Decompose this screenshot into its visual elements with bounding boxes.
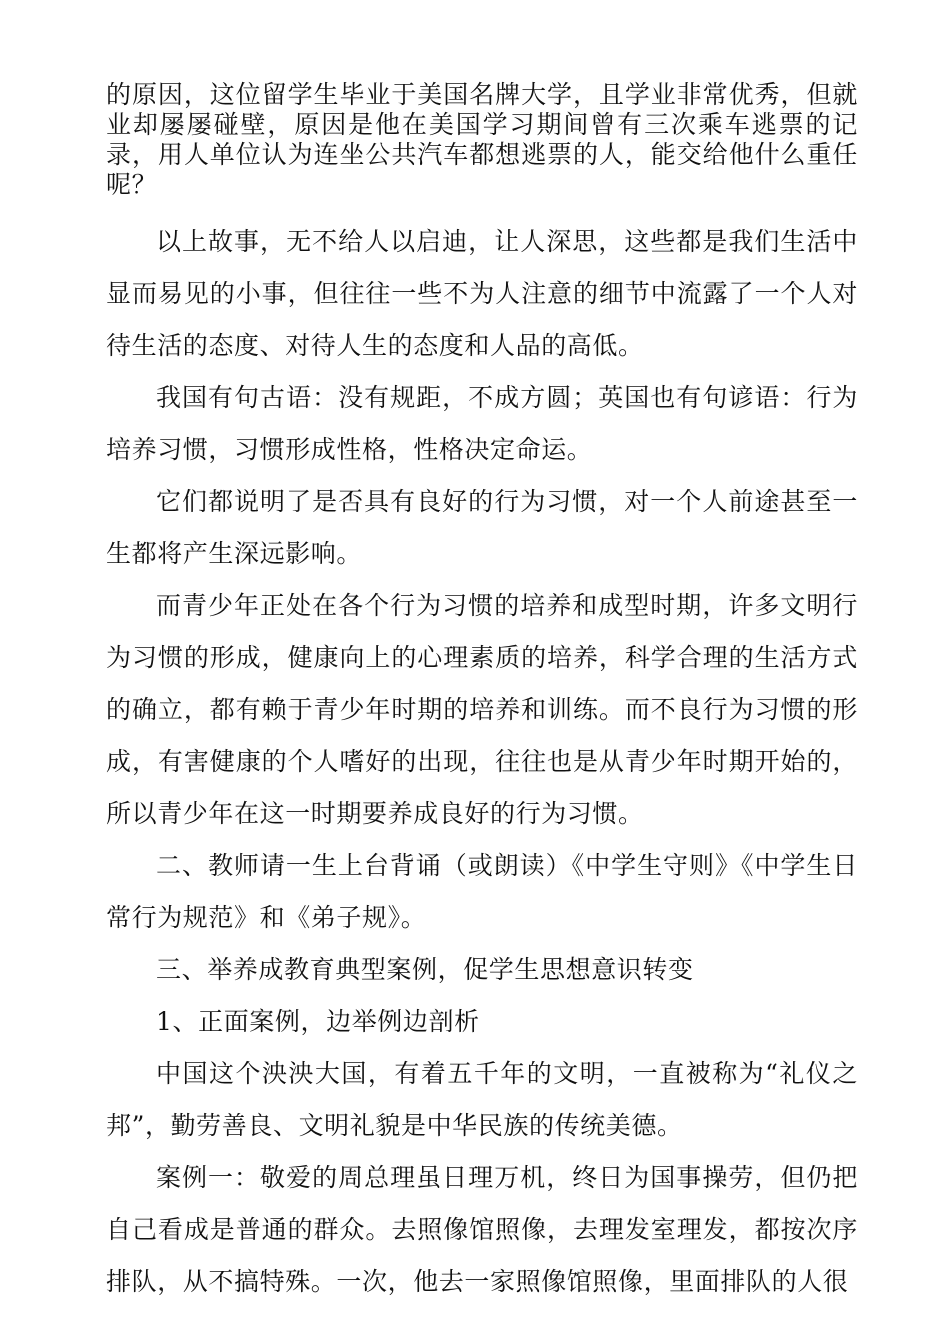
paragraph-reflection: 以上故事，无不给人以启迪，让人深思，这些都是我们生活中显而易见的小事，但往往一些不为人注意的细节中流露了一个人对待生活的态度、对待人生的态度和人品的高低。 — [106, 227, 858, 360]
section-heading-three: 三、举养成教育典型案例，促学生思想意识转变 — [156, 955, 694, 984]
subsection-heading-positive-cases: 1、正面案例，边举例边剖析 — [156, 1007, 480, 1036]
paragraph-case-one: 案例一：敬爱的周总理虽日理万机，终日为国事操劳，但仍把自己看成是普通的群众。去照像馆照像，去理发室理发，都按次序排队，从不搞特殊。一次，他去一家照像馆照像，里面排队的人很 — [106, 1163, 858, 1296]
section-heading-two: 二、教师请一生上台背诵（或朗读）《中学生守则》《中学生日常行为规范》和《弟子规》。 — [106, 851, 858, 932]
paragraph-youth-period: 而青少年正处在各个行为习惯的培养和成型时期，许多文明行为习惯的形成，健康向上的心理素质的培养，科学合理的生活方式的确立，都有赖于青少年时期的培养和训练。而不良行为习惯的形成，有害健康的个人嗜好的出现，往往也是从青少年时期开始的，所以青少年在这一时期要养成良好的行为习惯。 — [106, 591, 858, 828]
paragraph-proverbs: 我国有句古语：没有规距，不成方圆；英国也有句谚语：行为培养习惯，习惯形成性格，性格决定命运。 — [106, 383, 858, 464]
paragraph-habits-influence: 它们都说明了是否具有良好的行为习惯，对一个人前途甚至一生都将产生深远影响。 — [106, 487, 858, 568]
document-page — [106, 80, 858, 1308]
paragraph-etiquette: 中国这个泱泱大国，有着五千年的文明，一直被称为“礼仪之邦”，勤劳善良、文明礼貌是中华民族的传统美德。 — [106, 1059, 858, 1140]
paragraph-continued: 的原因，这位留学生毕业于美国名牌大学，且学业非常优秀，但就业却屡屡碰壁，原因是他在美国学习期间曾有三次乘车逃票的记录，用人单位认为连坐公共汽车都想逃票的人，能交给他什么重任呢？ — [106, 80, 858, 199]
